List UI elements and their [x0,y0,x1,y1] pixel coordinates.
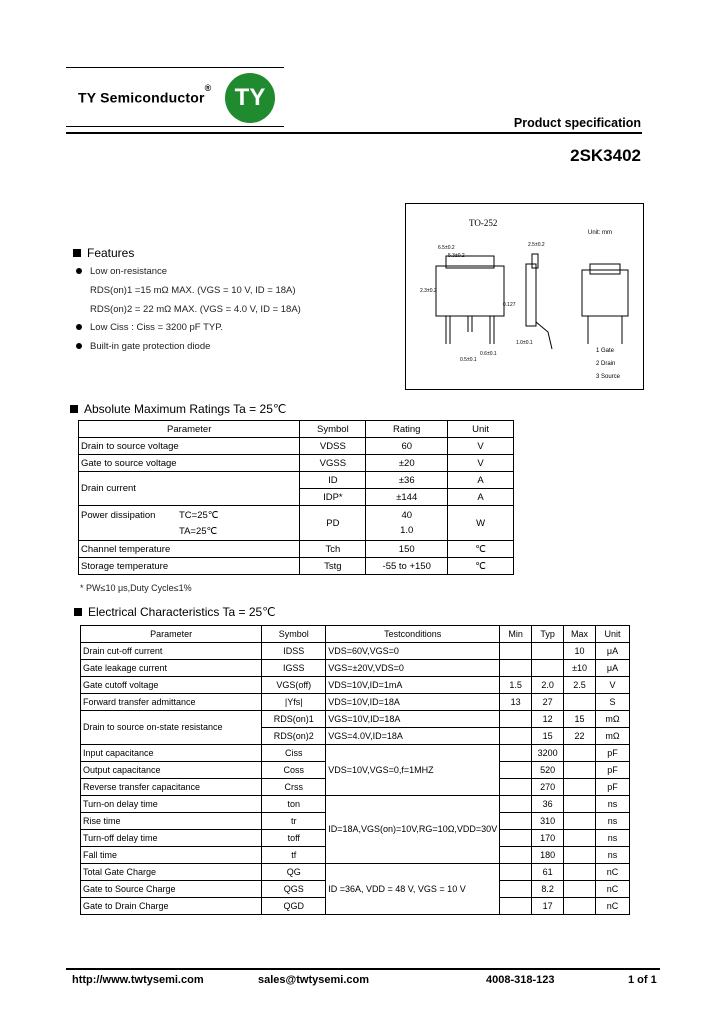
cond-cell: VDS=60V,VGS=0 [326,643,500,660]
param-cell: Gate cutoff voltage [81,677,262,694]
symbol-cell: VDSS [300,438,366,455]
dim-4: 0.5±0.1 [460,357,477,363]
unit-cell: pF [596,762,630,779]
symbol-cell: PD [300,506,366,541]
abs-max-footnote: * PW≤10 μs,Duty Cycle≤1% [80,583,192,593]
max-cell [564,830,596,847]
typ-cell: 12 [532,711,564,728]
elec-title: Electrical Characteristics Ta = 25℃ [88,605,276,619]
param-cell: Forward transfer admittance [81,694,262,711]
unit-cell: ns [596,847,630,864]
features-title: Features [87,246,135,260]
dim-1: 6.5±0.2 [438,245,455,251]
symbol-cell: IGSS [262,660,326,677]
unit-cell: ns [596,796,630,813]
table-row [81,745,630,762]
table-row [79,558,514,575]
rating-cell: -55 to +150 [366,558,448,575]
max-cell [564,762,596,779]
table-row [81,643,630,660]
package-bottom-tab [590,264,620,274]
unit-cell: nC [596,881,630,898]
max-cell [564,847,596,864]
symbol-cell: Crss [262,779,326,796]
header-cell: Parameter [81,626,262,643]
pin-3-label: 3 Source [596,374,621,380]
header-cell: Unit [596,626,630,643]
package-side-tab [532,254,538,268]
footer-rule [66,968,660,970]
features-heading [73,246,134,260]
symbol-cell: RDS(on)2 [262,728,326,745]
bullet-icon [76,268,82,274]
table-row [79,506,514,541]
part-number: 2SK3402 [570,146,641,165]
bullet-icon [76,324,82,330]
typ-cell: 180 [532,847,564,864]
header-cell: Max [564,626,596,643]
footer-website[interactable]: http://www.twtysemi.com [72,974,204,986]
min-cell [500,711,532,728]
package-drawing [405,203,644,390]
typ-cell: 61 [532,864,564,881]
table-row [79,472,514,489]
section-bullet-icon [73,249,81,257]
bullet-icon [76,343,82,349]
section-bullet-icon [70,405,78,413]
unit-cell: V [596,677,630,694]
rating-cell: 150 [366,541,448,558]
product-spec-label: Product specification [513,116,641,130]
max-cell: 10 [564,643,596,660]
symbol-cell: IDP* [300,489,366,506]
table-row [81,660,630,677]
rating-cell: ±36 [366,472,448,489]
min-cell [500,881,532,898]
typ-cell: 8.2 [532,881,564,898]
symbol-cell: Ciss [262,745,326,762]
package-outline-svg [406,204,643,389]
rating-cell: 60 [366,438,448,455]
min-cell [500,830,532,847]
section-bullet-icon [74,608,82,616]
unit-cell: S [596,694,630,711]
param-cell: Rise time [81,813,262,830]
dim-7: 0.127 [503,302,516,308]
rating-text-1: 40 [401,510,413,521]
min-cell: 13 [500,694,532,711]
param-cell: Fall time [81,847,262,864]
param-cell: Turn-on delay time [81,796,262,813]
cond-cell: VDS=10V,ID=1mA [326,677,500,694]
symbol-cell: QG [262,864,326,881]
table-row [81,677,630,694]
symbol-cell: QGS [262,881,326,898]
min-cell [500,762,532,779]
table-row [81,796,630,813]
unit-cell: ℃ [448,558,514,575]
symbol-cell: ID [300,472,366,489]
cond-cell: VDS=10V,VGS=0,f=1MHZ [326,745,500,796]
min-cell [500,779,532,796]
unit-cell: μA [596,660,630,677]
cond-cell: ID =36A, VDD = 48 V, VGS = 10 V [326,864,500,915]
company-name [78,83,212,106]
dim-5: 0.6±0.1 [480,351,497,357]
min-cell [500,643,532,660]
unit-cell: mΩ [596,711,630,728]
max-cell [564,796,596,813]
symbol-cell: toff [262,830,326,847]
header-cell: Parameter [79,421,300,438]
param-cell: Input capacitance [81,745,262,762]
feature-item-2: RDS(on)1 =15 mΩ MAX. (VGS = 10 V, ID = 18A) [90,285,296,296]
unit-cell: nC [596,898,630,915]
table-row [81,711,630,728]
symbol-cell: IDSS [262,643,326,660]
dim-2: 5.3±0.2 [448,253,465,259]
param-cell [79,506,300,541]
table-header-row [81,626,630,643]
header-cell: Typ [532,626,564,643]
min-cell [500,864,532,881]
typ-cell: 2.0 [532,677,564,694]
abs-max-table [78,420,514,575]
typ-cell: 170 [532,830,564,847]
param-cell: Gate to source voltage [79,455,300,472]
param-cell: Drain to source voltage [79,438,300,455]
header-cell: Testconditions [326,626,500,643]
param-cell: Drain current [79,472,300,506]
unit-cell: A [448,472,514,489]
max-cell [564,881,596,898]
param-cell: Turn-off delay time [81,830,262,847]
symbol-cell: Coss [262,762,326,779]
param-cell: Drain cut-off current [81,643,262,660]
param-cell: Reverse transfer capacitance [81,779,262,796]
typ-cell: 27 [532,694,564,711]
header-cell: Symbol [300,421,366,438]
table-row [79,455,514,472]
feature-text-4: Low Ciss : Ciss = 3200 pF TYP. [90,322,223,333]
symbol-cell: QGD [262,898,326,915]
feature-item-4 [76,322,223,333]
package-side-lead [536,322,552,349]
dim-3: 2.3±0.2 [420,288,437,294]
typ-cell: 15 [532,728,564,745]
pin-2-label: 2 Drain [596,361,616,367]
typ-cell [532,660,564,677]
max-cell [564,898,596,915]
param-cell: Output capacitance [81,762,262,779]
symbol-cell: Tstg [300,558,366,575]
package-side-body [526,264,536,326]
abs-max-heading [70,402,286,416]
min-cell [500,745,532,762]
unit-cell: A [448,489,514,506]
param-cell: Gate leakage current [81,660,262,677]
typ-cell: 520 [532,762,564,779]
header-cell: Symbol [262,626,326,643]
elec-heading [74,605,276,619]
param-cell: Storage temperature [79,558,300,575]
symbol-cell: VGS(off) [262,677,326,694]
param-cell: Gate to Source Charge [81,881,262,898]
cond-cell: VGS=±20V,VDS=0 [326,660,500,677]
cond-cell: ID=18A,VGS(on)=10V,RG=10Ω,VDD=30V [326,796,500,864]
unit-cell: ns [596,830,630,847]
header-cell: Min [500,626,532,643]
feature-item-1 [76,266,167,277]
symbol-cell: tf [262,847,326,864]
elec-table-body [81,626,630,915]
table-row [81,864,630,881]
registered-mark: ® [204,83,212,93]
header-cell: Rating [366,421,448,438]
param-cell: Gate to Drain Charge [81,898,262,915]
min-cell [500,796,532,813]
feature-text-5: Built-in gate protection diode [90,341,211,352]
symbol-cell: |Yfs| [262,694,326,711]
table-row [79,541,514,558]
rating-cell: ±144 [366,489,448,506]
rating-cell: ±20 [366,455,448,472]
symbol-cell: Tch [300,541,366,558]
unit-cell: pF [596,779,630,796]
rating-cell [366,506,448,541]
table-row [79,438,514,455]
cond-cell: VDS=10V,ID=18A [326,694,500,711]
param-cell: Channel temperature [79,541,300,558]
cond-text-2: TA=25℃ [179,526,218,537]
typ-cell: 3200 [532,745,564,762]
unit-cell: ℃ [448,541,514,558]
footer-phone: 4008-318-123 [486,974,555,986]
header-cell: Unit [448,421,514,438]
header-bottom-rule [66,126,284,127]
company-text: TY Semiconductor [78,89,205,106]
param-cell: Drain to source on-state resistance [81,711,262,745]
dim-8: 1.0±0.1 [516,340,533,346]
rating-text-2: 1.0 [400,525,414,536]
param-text: Power dissipation [81,510,156,521]
elec-table [80,625,630,915]
feature-text-1: Low on-resistance [90,266,168,277]
unit-cell: V [448,438,514,455]
footer-page: 1 of 1 [628,974,657,986]
unit-cell: V [448,455,514,472]
cond-text-1: TC=25℃ [179,510,219,521]
typ-cell: 36 [532,796,564,813]
table-row [81,694,630,711]
max-cell [564,779,596,796]
max-cell [564,745,596,762]
min-cell [500,898,532,915]
pin-1-label: 1 Gate [596,348,615,354]
company-logo: TY [225,73,275,123]
max-cell [564,864,596,881]
feature-item-3: RDS(on)2 = 22 mΩ MAX. (VGS = 4.0 V, ID = 18A) [90,304,301,315]
title-rule [66,132,642,134]
min-cell [500,847,532,864]
param-cell: Total Gate Charge [81,864,262,881]
min-cell [500,813,532,830]
symbol-cell: tr [262,813,326,830]
header-top-rule [66,67,284,68]
typ-cell: 310 [532,813,564,830]
unit-cell: nC [596,864,630,881]
max-cell [564,694,596,711]
table-header-row [79,421,514,438]
unit-cell: W [448,506,514,541]
unit-cell: mΩ [596,728,630,745]
min-cell [500,728,532,745]
cond-cell: VGS=10V,ID=18A [326,711,500,728]
unit-cell: ns [596,813,630,830]
package-body-front [436,266,504,316]
max-cell: 22 [564,728,596,745]
package-name: TO-252 [469,218,498,228]
cond-cell: VGS=4.0V,ID=18A [326,728,500,745]
min-cell: 1.5 [500,677,532,694]
max-cell: 15 [564,711,596,728]
symbol-cell: ton [262,796,326,813]
feature-item-5 [76,341,210,352]
dim-6: 2.5±0.2 [528,242,545,248]
symbol-cell: VGSS [300,455,366,472]
package-bottom-body [582,270,628,316]
symbol-cell: RDS(on)1 [262,711,326,728]
unit-cell: pF [596,745,630,762]
max-cell: 2.5 [564,677,596,694]
min-cell [500,660,532,677]
typ-cell: 270 [532,779,564,796]
unit-cell: μA [596,643,630,660]
typ-cell [532,643,564,660]
unit-label: Unit: mm [588,230,612,236]
max-cell: ±10 [564,660,596,677]
typ-cell: 17 [532,898,564,915]
max-cell [564,813,596,830]
footer-email[interactable]: sales@twtysemi.com [258,974,369,986]
abs-max-title: Absolute Maximum Ratings Ta = 25℃ [84,402,287,416]
